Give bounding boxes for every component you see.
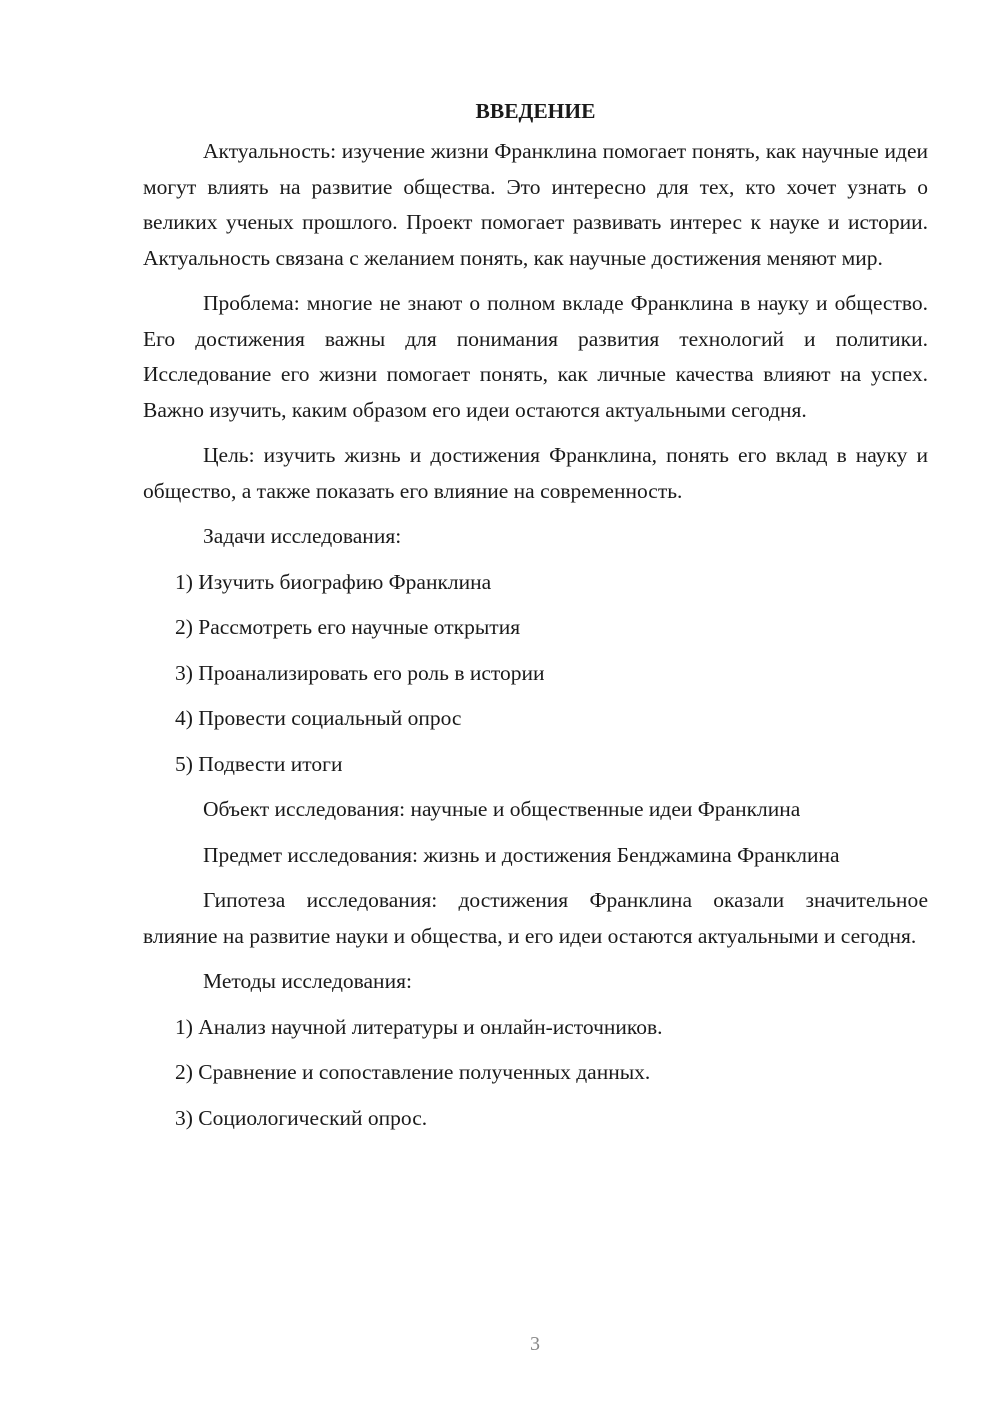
object-line: Объект исследования: научные и общественные идеи Франклина [203,797,801,821]
method-item-2: 2) Сравнение и сопоставление полученных данных. [175,1060,651,1084]
hypothesis-paragraph: Гипотеза исследования: достижения Франклина оказали значительное влияние на развитие науки и общества, и его идеи остаются актуальными и сегодня. [143,888,928,948]
task-item-2: 2) Рассмотреть его научные открытия [175,615,521,639]
tasks-heading: Задачи исследования: [203,524,402,548]
method-item-3: 3) Социологический опрос. [175,1105,428,1130]
task-item-3: 3) Проанализировать его роль в истории [175,660,545,685]
problem-paragraph: Проблема: многие не знают о полном вкладе Франклина в науку и общество. Его достижения важны для понимания развития технологий и политики. Исследование его жизни помогает понять, как личные качества влияют на успех. Важно изучить, каким образом его идеи остаются актуальными сегодня. [143,291,928,422]
task-item-1: 1) Изучить биографию Франклина [175,569,492,594]
task-item-4: 4) Провести социальный опрос [175,706,462,730]
method-item-1: 1) Анализ научной литературы и онлайн-источников. [175,1014,663,1039]
page-title: ВВЕДЕНИЕ [475,99,596,123]
page-number: 3 [530,1333,540,1355]
goal-paragraph: Цель: изучить жизнь и достижения Франклина, понять его вклад в науку и общество, а также показать его влияние на современность. [143,443,928,503]
methods-heading: Методы исследования: [203,969,412,993]
relevance-paragraph: Актуальность: изучение жизни Франклина помогает понять, как научные идеи могут влиять на развитие общества. Это интересно для тех, кто хочет узнать о великих ученых прошлого. Проект помогает развивать интерес к науке и истории. Актуальность связана с желанием понять, как научные достижения меняют мир. [143,139,928,270]
document-page [143,96,928,1146]
task-item-5: 5) Подвести итоги [175,751,343,776]
subject-paragraph: Предмет исследования: жизнь и достижения Бенджамина Франклина [203,842,840,867]
